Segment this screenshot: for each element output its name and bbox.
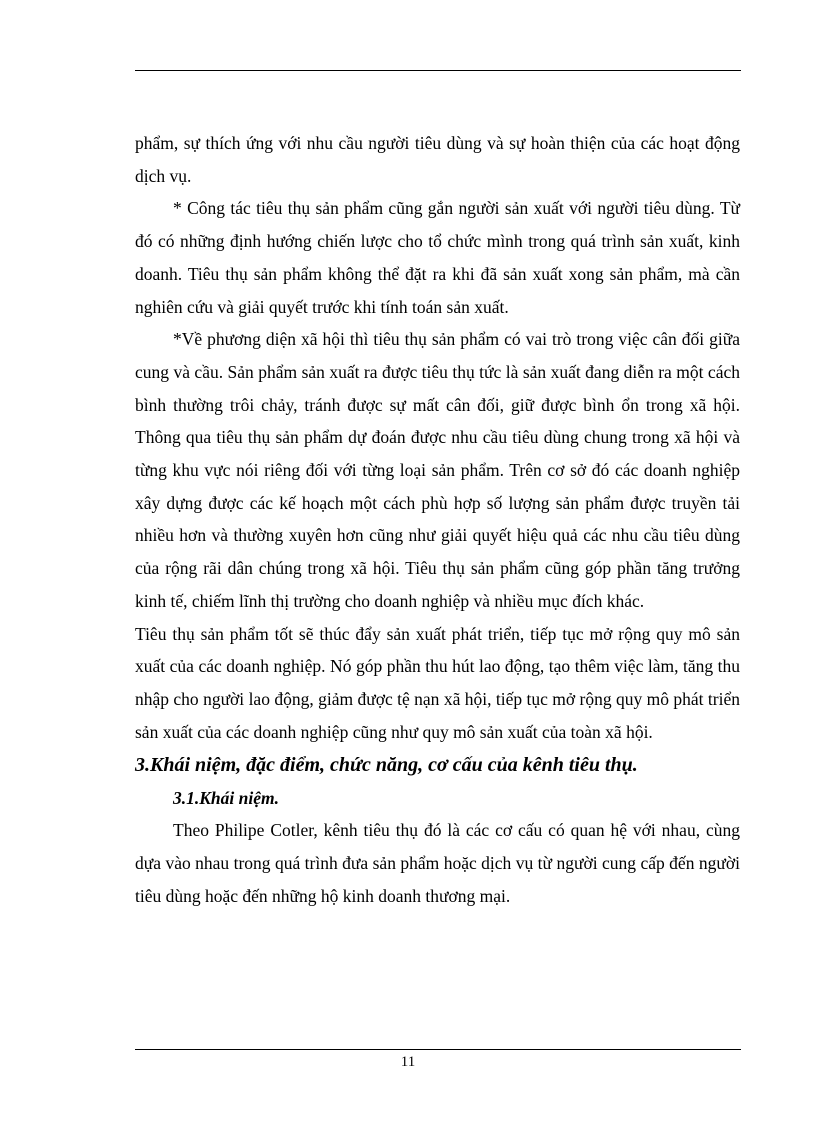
header-rule [135, 70, 741, 71]
paragraph-consumer-link: * Công tác tiêu thụ sản phẩm cũng gắn người sản xuất với người tiêu dùng. Từ đó có những định hướng chiến lược cho tổ chức mình trong quá trình sản xuất, kinh doanh. Tiêu thụ sản phẩm không thể đặt ra khi đã sản xuất xong sản phẩm, mà cần nghiên cứu và giải quyết trước khi tính toán sản xuất. [135, 198, 740, 317]
section-heading: 3.Khái niệm, đặc điểm, chức năng, cơ cấu của kênh tiêu thụ. [135, 754, 638, 777]
paragraph-continuation: phẩm, sự thích ứng với nhu cầu người tiêu dùng và sự hoàn thiện của các hoạt động dịch vụ. [135, 133, 740, 186]
paragraph-definition: Theo Philipe Cotler, kênh tiêu thụ đó là các cơ cấu có quan hệ với nhau, cùng dựa vào nhau trong quá trình đưa sản phẩm hoặc dịch vụ từ người cung cấp đến người tiêu dùng hoặc đến những hộ kinh doanh thương mại. [135, 820, 740, 906]
paragraph-production-growth: Tiêu thụ sản phẩm tốt sẽ thúc đẩy sản xuất phát triển, tiếp tục mở rộng quy mô sản xuất của các doanh nghiệp. Nó góp phần thu hút lao động, tạo thêm việc làm, tăng thu nhập cho người lao động, giảm được tệ nạn xã hội, tiếp tục mở rộng quy mô phát triển sản xuất của các doanh nghiệp cũng như quy mô sản xuất của toàn xã hội. [135, 623, 740, 742]
paragraph-social-aspect: *Về phương diện xã hội thì tiêu thụ sản phẩm có vai trò trong việc cân đối giữa cung và cầu. Sản phẩm sản xuất ra được tiêu thụ tức là sản xuất đang diễn ra một cách bình thường trôi chảy, tránh được sự mất cân đối, giữ được bình ổn trong xã hội. Thông qua tiêu thụ sản phẩm dự đoán được nhu cầu tiêu dùng chung trong xã hội và từng khu vực nói riêng đối với từng loại sản phẩm. Trên cơ sở đó các doanh nghiệp xây dựng được các kế hoạch một cách phù hợp số lượng sản phẩm được truyền tải nhiều hơn và thường xuyên hơn cũng như giải quyết hiệu quả các nhu cầu tiêu dùng của rộng rãi dân chúng trong xã hội. Tiêu thụ sản phẩm cũng góp phần tăng trưởng kinh tế, chiếm lĩnh thị trường cho doanh nghiệp và nhiều mục đích khác. [135, 329, 740, 611]
footer-rule [135, 1049, 741, 1050]
subsection-heading: 3.1.Khái niệm. [173, 788, 279, 809]
page-body [135, 127, 740, 912]
page-number: 11 [400, 1054, 416, 1070]
